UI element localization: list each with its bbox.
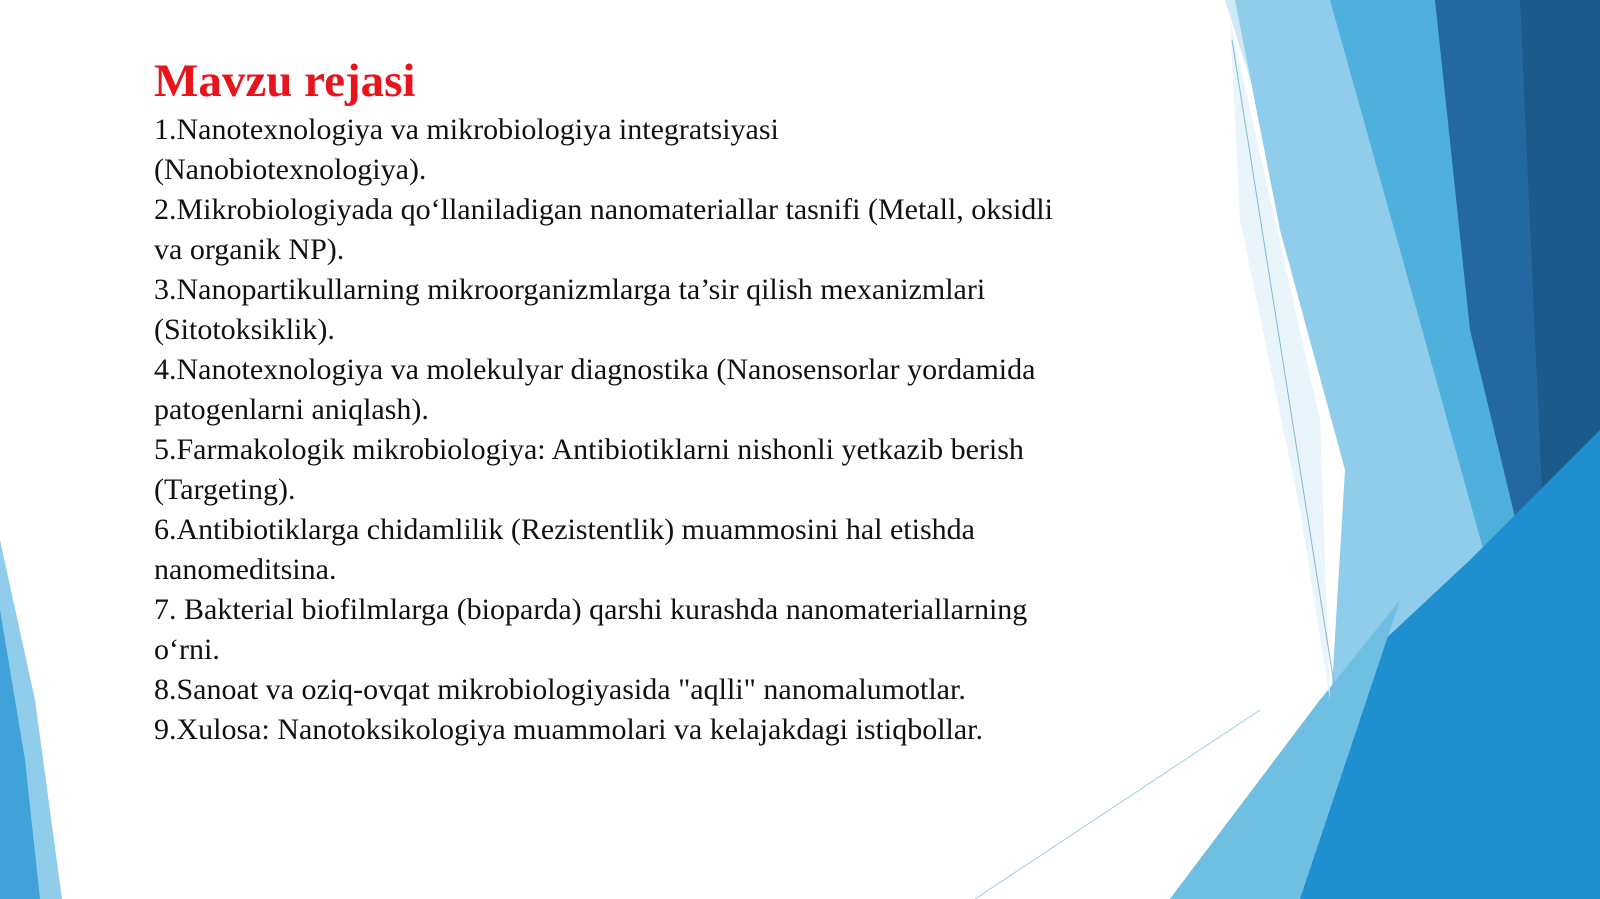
plan-item-1: 1.Nanotexnologiya va mikrobiologiya integratsiyasi (Nanobiotexnologiya). [154,113,779,186]
plan-item-9: 9.Xulosa: Nanotoksikologiya muammolari va kelajakdagi istiqbollar. [154,713,984,746]
plan-item-6: 6.Antibiotiklarga chidamlilik (Rezistentlik) muammosini hal etishda nanomeditsina. [154,513,975,586]
plan-item-5: 5.Farmakologik mikrobiologiya: Antibiotiklarni nishonli yetkazib berish (Targeting). [154,433,1024,506]
plan-item-2: 2.Mikrobiologiyada qo‘llaniladigan nanomateriallar tasnifi (Metall, oksidli va organik NP). [154,193,1053,266]
plan-item-3: 3.Nanopartikullarning mikroorganizmlarga ta’sir qilish mexanizmlari (Sitotoksiklik). [154,273,986,346]
slide-content [154,52,1054,750]
topic-plan-list [154,110,1054,750]
plan-item-8: 8.Sanoat va oziq-ovqat mikrobiologiyasida "aqlli" nanomalumotlar. [154,673,966,706]
slide-title: Mavzu rejasi [154,55,416,107]
plan-item-4: 4.Nanotexnologiya va molekulyar diagnostika (Nanosensorlar yordamida patogenlarni aniqlash). [154,353,1036,426]
plan-item-7: 7. Bakterial biofilmlarga (bioparda) qarshi kurashda nanomateriallarning o‘rni. [154,593,1028,666]
